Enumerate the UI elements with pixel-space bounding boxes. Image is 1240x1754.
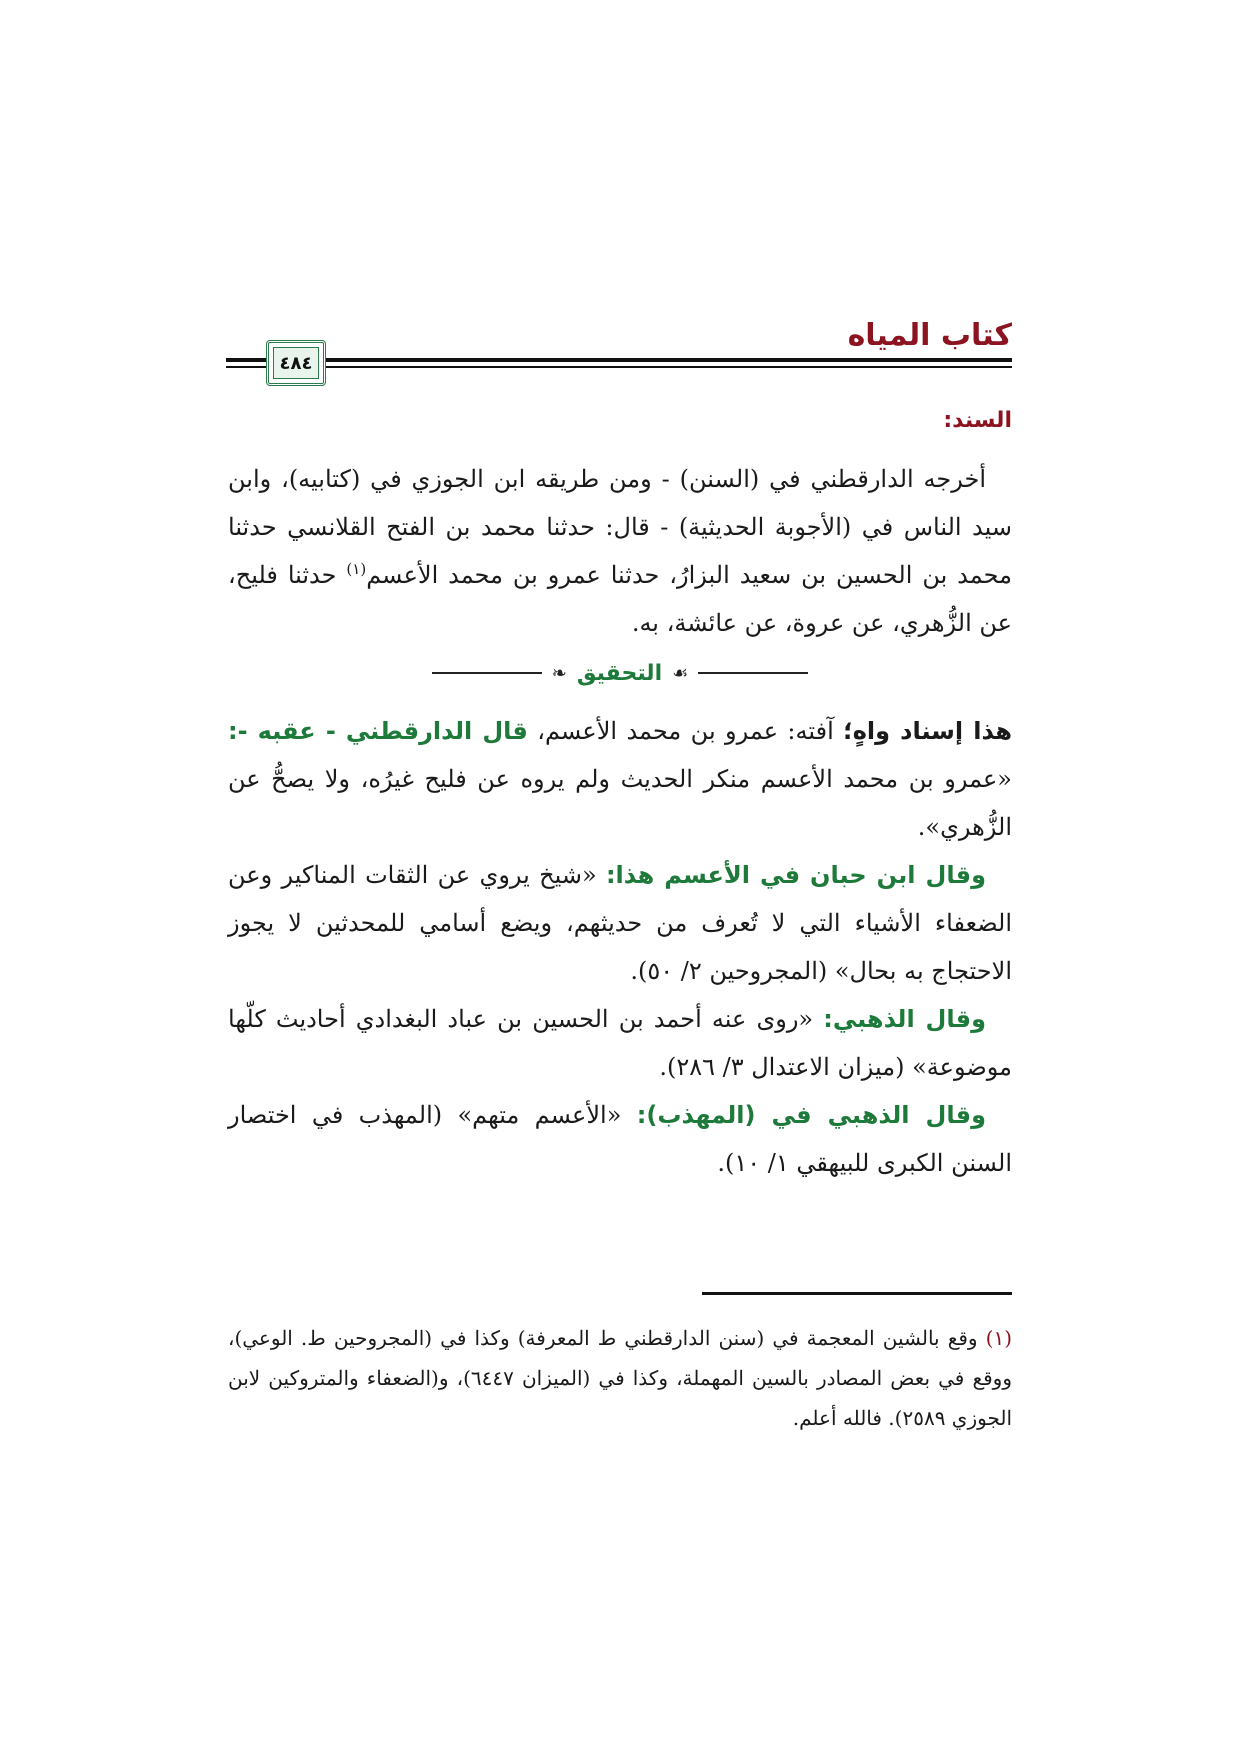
divider-line-left: [432, 672, 542, 674]
paragraph-text: «عمرو بن محمد الأعسم منكر الحديث ولم يروه عن فليح غيرُه، ولا يصحُّ عن الزُّهري».: [228, 765, 1012, 841]
footnote-number: (١): [985, 1326, 1012, 1350]
tahqiq-heading: التحقيق: [576, 660, 663, 686]
ornament-left-icon: ❧: [551, 662, 567, 684]
paragraph-text: «روى عنه أحمد بن الحسين بن عباد البغدادي أحاديث كلّها موضوعة» (ميزان الاعتدال ٣/ ٢٨٦).: [228, 1005, 1012, 1081]
sanad-text-end: حدثنا فليح، عن الزُّهري، عن عروة، عن عائشة، به.: [228, 561, 1012, 637]
sanad-paragraph: [228, 455, 1012, 647]
quote-source-dhahabi: وقال الذهبي:: [823, 1005, 986, 1033]
header-rule-thick: [226, 358, 1012, 362]
paragraph-text: «الأعسم متهم» (المهذب في اختصار السنن الكبرى للبيهقي ١/ ١٠).: [228, 1101, 1012, 1177]
quote-source-daraqutni: قال الدارقطني - عقبه -:: [228, 717, 528, 745]
footnote-text: وقع بالشين المعجمة في (سنن الدارقطني ط المعرفة) وكذا في (المجروحين ط. الوعي)، ووقع في بعض المصادر بالسين المهملة، وكذا في (الميزان ٦٤٤٧)، و(الضعفاء والمتروكين لابن الجوزي ٢٥٨٩). فالله أعلم.: [228, 1326, 1012, 1430]
divider-line-right: [698, 672, 808, 674]
paragraph-dhahabi-muhadhdhab: [228, 1091, 1012, 1187]
page-number-frame: [266, 340, 326, 386]
sanad-heading: السند:: [943, 408, 1012, 433]
paragraph-isnad-weak: [228, 707, 1012, 851]
quote-source-muhadhdhab: وقال الذهبي في (المهذب):: [636, 1101, 986, 1129]
tahqiq-divider: [228, 653, 1012, 693]
header-rule-thin: [226, 366, 1012, 368]
ornament-right-icon: ☙: [672, 662, 689, 684]
footnote: [228, 1318, 1012, 1438]
footnote-reference[interactable]: (١): [346, 560, 367, 578]
quote-source-ibn-hibban: وقال ابن حبان في الأعسم هذا:: [605, 861, 986, 889]
main-content: [228, 408, 1012, 1187]
paragraph-dhahabi: [228, 995, 1012, 1091]
paragraph-lead: هذا إسناد واهٍ؛: [843, 717, 1012, 745]
paragraph-text: «شيخ يروي عن الثقات المناكير وعن الضعفاء الأشياء التي لا تُعرف من حديثهم، ويضع أسامي للمحدثين لا يجوز الاحتجاج به بحال» (المجروحين ٢/ ٥٠).: [228, 861, 1013, 985]
page-header: [226, 318, 1012, 390]
book-title: كتاب المياه: [847, 318, 1012, 353]
footnote-separator: [702, 1292, 1012, 1295]
paragraph-ibn-hibban: [228, 851, 1012, 995]
sanad-text: أخرجه الدارقطني في (السنن) - ومن طريقه ابن الجوزي في (كتابيه)، وابن سيد الناس في (الأجوبة الحديثية) - قال: حدثنا محمد بن الفتح القلانسي حدثنا محمد بن الحسين بن سعيد البزارُ، حدثنا عمرو بن محمد الأعسم: [228, 465, 1012, 589]
page-number: ٤٨٤: [273, 347, 319, 379]
paragraph-text: آفته: عمرو بن محمد الأعسم،: [527, 717, 844, 745]
